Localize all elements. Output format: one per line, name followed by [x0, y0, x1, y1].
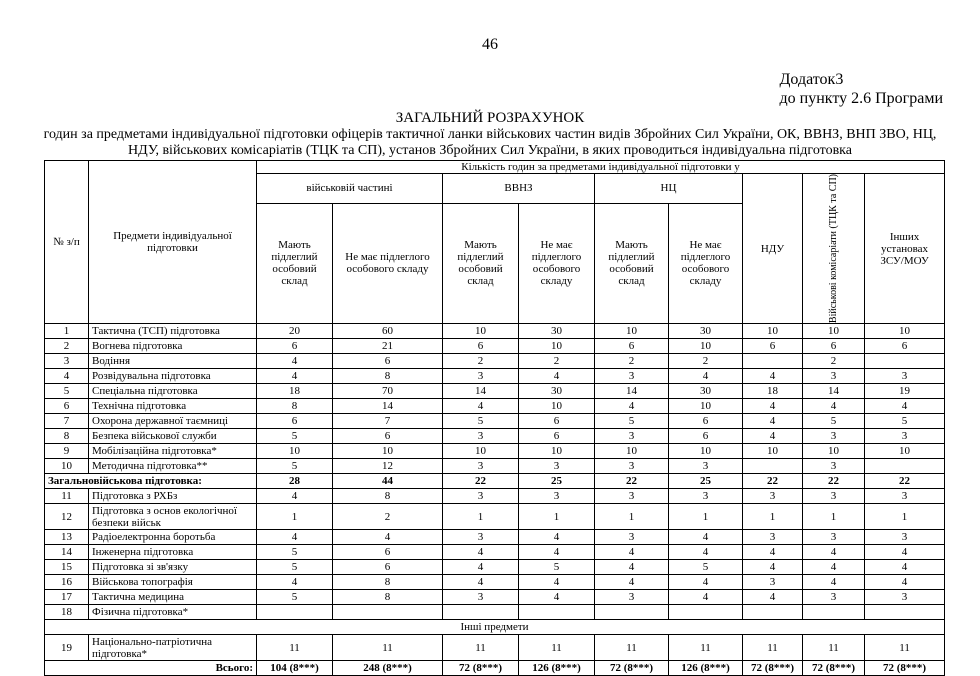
row-subject: Підготовка з РХБз — [89, 489, 257, 504]
table-cell: 10 — [865, 324, 945, 339]
table-cell: 10 — [519, 444, 595, 459]
table-cell: 10 — [519, 399, 595, 414]
table-cell: 11 — [443, 635, 519, 661]
row-number: 18 — [45, 605, 89, 620]
general-total-label: Загальновійськова підготовка: — [45, 474, 257, 489]
table-cell: 4 — [595, 575, 669, 590]
table-cell: 3 — [443, 369, 519, 384]
table-cell: 1 — [443, 504, 519, 530]
table-cell: 4 — [595, 545, 669, 560]
table-row — [45, 545, 945, 560]
table-cell: 14 — [803, 384, 865, 399]
table-cell: 8 — [257, 399, 333, 414]
table-cell: 5 — [257, 429, 333, 444]
table-cell: 30 — [669, 384, 743, 399]
header-ndu: НДУ — [743, 174, 803, 324]
table-cell — [257, 605, 333, 620]
table-cell: 10 — [257, 444, 333, 459]
table-cell: 6 — [333, 560, 443, 575]
other-subjects-label: Інші предмети — [45, 620, 945, 635]
row-number: 8 — [45, 429, 89, 444]
table-cell: 4 — [257, 575, 333, 590]
table-cell: 3 — [803, 429, 865, 444]
row-number: 10 — [45, 459, 89, 474]
table-cell: 4 — [519, 545, 595, 560]
row-number: 14 — [45, 545, 89, 560]
table-cell: 3 — [443, 429, 519, 444]
table-row — [45, 459, 945, 474]
table-cell: 3 — [865, 530, 945, 545]
table-cell: 1 — [743, 504, 803, 530]
table-cell: 6 — [803, 339, 865, 354]
table-cell: 6 — [257, 414, 333, 429]
table-row — [45, 444, 945, 459]
table-cell: 44 — [333, 474, 443, 489]
table-cell: 5 — [257, 590, 333, 605]
table-cell: 4 — [595, 399, 669, 414]
row-subject: Фізична підготовка* — [89, 605, 257, 620]
table-row — [45, 324, 945, 339]
row-subject: Спеціальна підготовка — [89, 384, 257, 399]
annex-reference — [779, 70, 943, 108]
table-cell: 3 — [669, 459, 743, 474]
table-cell: 4 — [803, 560, 865, 575]
table-cell: 10 — [443, 324, 519, 339]
table-body-main — [45, 324, 945, 474]
table-cell — [865, 354, 945, 369]
table-cell: 3 — [865, 369, 945, 384]
header-commissariats: Військові комісаріати (ТЦК та СП) — [828, 174, 839, 324]
row-subject: Розвідувальна підготовка — [89, 369, 257, 384]
annex-title: Додаток3 — [779, 71, 844, 88]
table-cell: 126 (8***) — [669, 661, 743, 676]
table-cell: 4 — [743, 369, 803, 384]
table-cell: 4 — [803, 575, 865, 590]
table-cell: 3 — [595, 489, 669, 504]
header-num: № з/п — [45, 161, 89, 324]
table-row — [45, 530, 945, 545]
header-vvnz: ВВНЗ — [443, 174, 595, 204]
row-number: 5 — [45, 384, 89, 399]
table-cell: 3 — [803, 590, 865, 605]
table-cell: 22 — [595, 474, 669, 489]
table-cell: 4 — [669, 369, 743, 384]
table-cell — [519, 605, 595, 620]
table-cell: 11 — [865, 635, 945, 661]
table-row — [45, 384, 945, 399]
table-cell: 4 — [257, 489, 333, 504]
table-cell: 22 — [803, 474, 865, 489]
table-row — [45, 590, 945, 605]
row-number: 16 — [45, 575, 89, 590]
header-other: Інших установах ЗСУ/МОУ — [865, 174, 945, 324]
table-cell: 4 — [865, 575, 945, 590]
table-cell: 1 — [865, 504, 945, 530]
table-cell: 3 — [443, 590, 519, 605]
row-subject: Мобілізаційна підготовка* — [89, 444, 257, 459]
table-cell: 12 — [333, 459, 443, 474]
table-cell: 126 (8***) — [519, 661, 595, 676]
table-cell: 22 — [865, 474, 945, 489]
table-cell: 3 — [743, 530, 803, 545]
table-cell: 4 — [743, 429, 803, 444]
table-cell: 3 — [669, 489, 743, 504]
table-cell: 7 — [333, 414, 443, 429]
header-unit: військовій частині — [257, 174, 443, 204]
table-cell: 60 — [333, 324, 443, 339]
table-cell: 30 — [519, 384, 595, 399]
table-cell: 6 — [669, 429, 743, 444]
table-cell: 11 — [669, 635, 743, 661]
table-cell: 10 — [595, 324, 669, 339]
table-cell: 18 — [743, 384, 803, 399]
row-subject: Безпека військової служби — [89, 429, 257, 444]
table-cell: 10 — [333, 444, 443, 459]
header-subject: Предмети індивідуальної підготовки — [89, 161, 257, 324]
table-cell — [865, 459, 945, 474]
table-cell: 14 — [333, 399, 443, 414]
row-number: 6 — [45, 399, 89, 414]
table-cell: 3 — [803, 530, 865, 545]
table-cell — [865, 605, 945, 620]
table-cell: 10 — [743, 444, 803, 459]
row-number: 13 — [45, 530, 89, 545]
table-cell: 10 — [669, 339, 743, 354]
table-cell: 104 (8***) — [257, 661, 333, 676]
table-cell: 2 — [333, 504, 443, 530]
table-body-special — [45, 489, 945, 620]
table-cell: 4 — [519, 530, 595, 545]
table-cell: 4 — [803, 399, 865, 414]
table-cell: 4 — [669, 545, 743, 560]
table-row — [45, 369, 945, 384]
row-number: 1 — [45, 324, 89, 339]
table-cell: 4 — [865, 545, 945, 560]
table-cell: 10 — [669, 444, 743, 459]
table-cell: 18 — [257, 384, 333, 399]
table-cell: 4 — [743, 560, 803, 575]
row-subject: Методична підготовка** — [89, 459, 257, 474]
row-subject: Національно-патріотична підготовка* — [89, 635, 257, 661]
table-cell: 4 — [519, 575, 595, 590]
table-cell: 11 — [595, 635, 669, 661]
table-row — [45, 414, 945, 429]
table-cell: 1 — [519, 504, 595, 530]
table-cell: 6 — [333, 545, 443, 560]
table-cell: 6 — [743, 339, 803, 354]
table-cell: 6 — [257, 339, 333, 354]
table-row — [45, 489, 945, 504]
table-cell: 6 — [519, 414, 595, 429]
table-cell: 3 — [865, 429, 945, 444]
table-cell: 10 — [669, 399, 743, 414]
table-cell: 4 — [257, 354, 333, 369]
table-cell: 72 (8***) — [743, 661, 803, 676]
table-row — [45, 605, 945, 620]
table-cell: 2 — [519, 354, 595, 369]
table-cell: 4 — [743, 545, 803, 560]
table-cell: 72 (8***) — [595, 661, 669, 676]
table-cell: 3 — [519, 459, 595, 474]
header-have: Мають підлеглий особовий склад — [257, 203, 333, 324]
table-cell — [595, 605, 669, 620]
hours-table — [44, 160, 945, 676]
table-cell: 4 — [743, 399, 803, 414]
row-number: 19 — [45, 635, 89, 661]
page-number: 46 — [482, 36, 498, 53]
row-number: 3 — [45, 354, 89, 369]
row-subject: Технічна підготовка — [89, 399, 257, 414]
table-cell: 10 — [595, 444, 669, 459]
row-subject: Тактична медицина — [89, 590, 257, 605]
table-cell: 10 — [803, 324, 865, 339]
table-cell: 5 — [257, 459, 333, 474]
table-cell: 70 — [333, 384, 443, 399]
row-subject: Вогнева підготовка — [89, 339, 257, 354]
table-cell: 8 — [333, 590, 443, 605]
table-cell: 14 — [443, 384, 519, 399]
table-cell: 4 — [443, 560, 519, 575]
table-cell: 3 — [595, 429, 669, 444]
table-cell: 3 — [595, 530, 669, 545]
table-cell: 4 — [595, 560, 669, 575]
row-subject: Підготовка зі зв'язку — [89, 560, 257, 575]
document-subtitle: годин за предметами індивідуальної підготовки офіцерів тактичної ланки військових частин видів Збройних Сил України, ОК, ВВНЗ, ВНП ЗВО, НЦ, НДУ, військових комісаріатів (ТЦК та СП), установ Збройних Сил України, в яких проводиться індивідуальна підготовка — [43, 127, 937, 158]
table-cell: 4 — [443, 399, 519, 414]
table-cell: 3 — [803, 369, 865, 384]
table-cell: 3 — [595, 369, 669, 384]
header-not-have: Не має підлеглого особового складу — [519, 203, 595, 324]
table-cell: 4 — [803, 545, 865, 560]
table-cell: 5 — [443, 414, 519, 429]
table-cell — [743, 605, 803, 620]
document-title: ЗАГАЛЬНИЙ РОЗРАХУНОК — [395, 110, 585, 126]
table-cell: 1 — [803, 504, 865, 530]
row-number: 15 — [45, 560, 89, 575]
table-row — [45, 354, 945, 369]
table-row — [45, 339, 945, 354]
header-have: Мають підлеглий особовий склад — [443, 203, 519, 324]
table-cell: 5 — [257, 545, 333, 560]
table-cell: 2 — [803, 354, 865, 369]
table-cell: 1 — [595, 504, 669, 530]
header-not-have: Не має підлеглого особового складу — [669, 203, 743, 324]
table-cell: 8 — [333, 575, 443, 590]
table-cell: 11 — [519, 635, 595, 661]
total-label: Всього: — [45, 661, 257, 676]
table-cell: 6 — [595, 339, 669, 354]
table-cell: 10 — [443, 444, 519, 459]
table-cell: 72 (8***) — [443, 661, 519, 676]
table-cell: 4 — [443, 575, 519, 590]
row-number: 2 — [45, 339, 89, 354]
table-cell: 4 — [743, 590, 803, 605]
table-cell: 3 — [595, 459, 669, 474]
table-row — [45, 399, 945, 414]
table-cell: 6 — [333, 354, 443, 369]
table-cell: 6 — [333, 429, 443, 444]
table-cell: 10 — [865, 444, 945, 459]
table-cell: 14 — [595, 384, 669, 399]
table-cell: 30 — [519, 324, 595, 339]
table-cell: 4 — [865, 399, 945, 414]
table-cell: 1 — [257, 504, 333, 530]
table-cell: 3 — [443, 459, 519, 474]
table-cell: 10 — [803, 444, 865, 459]
row-subject: Тактична (ТСП) підготовка — [89, 324, 257, 339]
table-cell: 248 (8***) — [333, 661, 443, 676]
table-cell: 11 — [803, 635, 865, 661]
table-cell: 19 — [865, 384, 945, 399]
table-cell — [443, 605, 519, 620]
header-not-have: Не має підлеглого особового складу — [333, 203, 443, 324]
table-cell: 4 — [669, 530, 743, 545]
table-cell: 3 — [519, 489, 595, 504]
table-cell: 5 — [865, 414, 945, 429]
row-number: 11 — [45, 489, 89, 504]
table-cell: 5 — [669, 560, 743, 575]
row-number: 4 — [45, 369, 89, 384]
table-cell: 25 — [669, 474, 743, 489]
table-cell: 2 — [669, 354, 743, 369]
table-cell: 21 — [333, 339, 443, 354]
table-cell: 22 — [443, 474, 519, 489]
row-number: 9 — [45, 444, 89, 459]
row-subject: Охорона державної таємниці — [89, 414, 257, 429]
table-cell: 72 (8***) — [865, 661, 945, 676]
row-subject: Підготовка з основ екологічної безпеки військ — [89, 504, 257, 530]
table-cell — [669, 605, 743, 620]
table-cell: 4 — [333, 530, 443, 545]
table-cell: 5 — [257, 560, 333, 575]
row-number: 12 — [45, 504, 89, 530]
table-cell: 3 — [443, 530, 519, 545]
header-nc: НЦ — [595, 174, 743, 204]
table-cell: 8 — [333, 489, 443, 504]
table-cell: 11 — [257, 635, 333, 661]
table-cell: 72 (8***) — [803, 661, 865, 676]
table-cell: 4 — [669, 590, 743, 605]
table-cell: 3 — [743, 575, 803, 590]
table-cell: 4 — [865, 560, 945, 575]
table-cell: 3 — [865, 590, 945, 605]
table-cell: 20 — [257, 324, 333, 339]
table-cell: 4 — [519, 369, 595, 384]
table-cell: 5 — [519, 560, 595, 575]
row-subject: Інженерна підготовка — [89, 545, 257, 560]
table-cell: 4 — [669, 575, 743, 590]
table-cell — [333, 605, 443, 620]
table-cell: 1 — [669, 504, 743, 530]
table-cell: 6 — [669, 414, 743, 429]
header-commissariats-cell — [803, 174, 865, 324]
table-cell: 3 — [595, 590, 669, 605]
table-row — [45, 504, 945, 530]
table-cell: 3 — [803, 489, 865, 504]
table-cell: 8 — [333, 369, 443, 384]
table-row — [45, 575, 945, 590]
table-cell: 5 — [803, 414, 865, 429]
table-cell: 5 — [595, 414, 669, 429]
table-cell: 22 — [743, 474, 803, 489]
table-cell: 30 — [669, 324, 743, 339]
header-hours: Кількість годин за предметами індивідуальної підготовки у — [257, 161, 945, 174]
table-cell: 4 — [257, 369, 333, 384]
table-cell: 2 — [443, 354, 519, 369]
table-cell: 4 — [257, 530, 333, 545]
table-cell: 11 — [333, 635, 443, 661]
table-cell: 2 — [595, 354, 669, 369]
table-cell — [803, 605, 865, 620]
table-cell: 25 — [519, 474, 595, 489]
table-cell: 28 — [257, 474, 333, 489]
table-cell: 10 — [743, 324, 803, 339]
header-have: Мають підлеглий особовий склад — [595, 203, 669, 324]
table-cell: 3 — [443, 489, 519, 504]
table-cell: 4 — [519, 590, 595, 605]
row-subject: Водіння — [89, 354, 257, 369]
row-subject: Радіоелектронна боротьба — [89, 530, 257, 545]
table-cell: 10 — [519, 339, 595, 354]
table-cell: 11 — [743, 635, 803, 661]
table-cell: 6 — [443, 339, 519, 354]
table-cell: 3 — [865, 489, 945, 504]
table-cell: 3 — [743, 489, 803, 504]
row-subject: Військова топографія — [89, 575, 257, 590]
table-cell: 3 — [803, 459, 865, 474]
table-cell: 4 — [443, 545, 519, 560]
table-cell — [743, 459, 803, 474]
table-row — [45, 429, 945, 444]
row-number: 17 — [45, 590, 89, 605]
annex-point: до пункту 2.6 Програми — [779, 90, 943, 107]
table-row — [45, 560, 945, 575]
table-cell: 6 — [865, 339, 945, 354]
row-number: 7 — [45, 414, 89, 429]
table-cell — [743, 354, 803, 369]
table-cell: 4 — [743, 414, 803, 429]
table-cell: 6 — [519, 429, 595, 444]
